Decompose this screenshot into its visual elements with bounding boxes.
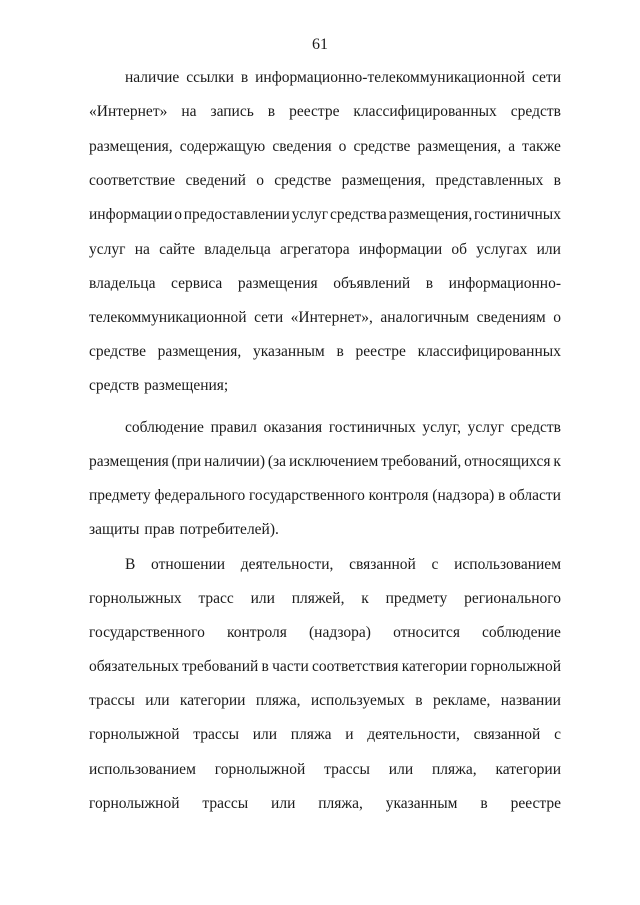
text-line: соблюдение правил оказания гостиничных услуг, услуг средств — [125, 419, 561, 436]
text-line: телекоммуникационной сети «Интернет», аналогичным сведениям о — [89, 309, 561, 326]
text-line: размещения (при наличии) (за исключением требований, относящихся к — [89, 453, 561, 470]
text-line: использованием горнолыжной трассы или пляжа, категории — [89, 761, 561, 778]
text-line: владельца сервиса размещения объявлений в информационно- — [89, 275, 561, 292]
text-line: средстве размещения, указанным в реестре классифицированных — [89, 343, 561, 360]
text-line: средств размещения; — [89, 377, 229, 394]
text-line: трассы или категории пляжа, используемых в рекламе, названии — [89, 692, 561, 709]
text-line: обязательных требований в части соответствия категории горнолыжной — [89, 658, 561, 675]
text-line: защиты прав потребителей). — [89, 521, 279, 538]
text-line: предмету федерального государственного контроля (надзора) в области — [89, 487, 561, 504]
text-line: В отношении деятельности, связанной с использованием — [125, 556, 561, 573]
text-line: горнолыжной трассы или пляжа и деятельности, связанной с — [89, 726, 561, 743]
text-line: соответствие сведений о средстве размещения, представленных в — [89, 172, 561, 189]
text-line: горнолыжной трассы или пляжа, указанным в реестре — [89, 795, 561, 812]
text-line: «Интернет» на запись в реестре классифицированных средств — [89, 103, 561, 120]
text-line: услуг на сайте владельца агрегатора информации об услугах или — [89, 241, 561, 258]
page-number: 61 — [312, 36, 328, 53]
text-line: горнолыжных трасс или пляжей, к предмету регионального — [89, 590, 561, 607]
text-line: наличие ссылки в информационно-телекоммуникационной сети — [125, 69, 561, 86]
text-line: размещения, содержащую сведения о средстве размещения, а также — [89, 138, 561, 155]
text-line: информации о предоставлении услуг средства размещения, гостиничных — [89, 206, 561, 223]
text-line: государственного контроля (надзора) относится соблюдение — [89, 624, 561, 641]
